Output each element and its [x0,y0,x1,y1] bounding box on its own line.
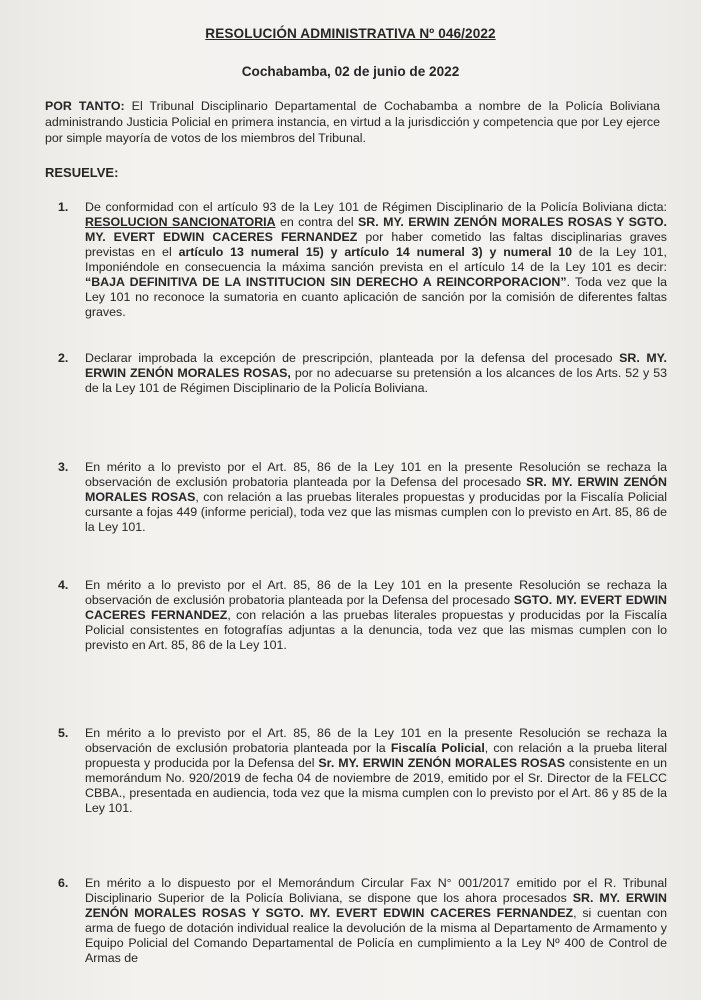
resuelve-heading: RESUELVE: [45,165,119,180]
item-bold-segment: Fiscalía Policial [390,741,485,755]
item-text-segment: , con relación a la prueba literal propuesta y producida por la Defensa del [85,741,667,770]
item-text-segment: de la Ley 101, Imponiéndole en consecuencia la máxima sanción prevista en el artículo 14 de la Ley 101 es decir: [85,245,667,274]
item-bold-segment: Sr. MY. ERWIN ZENÓN MORALES ROSAS [318,756,565,770]
item-text-segment: Declarar improbada la excepción de prescripción, planteada por la defensa del procesado [85,351,620,365]
item-bold-segment: “BAJA DEFINITIVA DE LA INSTITUCION SIN DERECHO A REINCORPORACION” [85,275,567,289]
item-text-segment: En mérito a lo previsto por el Art. 85, 86 de la Ley 101 en la presente Resolución se rechaza la observación de exclusión probatoria planteada por la [85,726,667,755]
item-text [85,876,667,966]
document-date: Cochabamba, 02 de junio de 2022 [241,64,460,79]
item-text [85,460,667,535]
item-text [85,351,667,396]
intro-lead: POR TANTO: [45,99,125,113]
item-text-segment: , con relación a las pruebas literales propuestas y producidas por la Fiscalía Policial consistentes en fotografías adjuntas a la denuncia, toda vez que las mismas cumplen con lo previsto en Art. 85, 86 de la Ley 101. [85,608,668,652]
item-number: 1. [58,200,69,214]
item-text-segment: en contra del [275,215,359,229]
item-number: 4. [58,578,69,592]
item-bold-segment: SR. MY. ERWIN ZENÓN MORALES ROSAS Y SGTO. MY. EVERT EDWIN CACERES FERNANDEZ [85,891,667,920]
document-title: RESOLUCIÓN ADMINISTRATIVA Nº 046/2022 [205,26,496,41]
item-text-segment: De conformidad con el artículo 93 de la Ley 101 de Régimen Disciplinario de la Policía Boliviana dicta: [85,200,667,214]
item-bold-segment: SGTO. MY. EVERT EDWIN CACERES FERNANDEZ [85,593,667,622]
item-bold-segment: SR. MY. ERWIN ZENÓN MORALES ROSAS, [85,351,667,380]
item-number: 2. [58,351,69,365]
item-bold-segment: SR. MY. ERWIN ZENÓN MORALES ROSAS Y SGTO. MY. EVERT EDWIN CACERES FERNANDEZ [85,215,667,244]
item-text-segment: por no adecuarse su pretensión a los alcances de los Arts. 52 y 53 de la Ley 101 de Régimen Disciplinario de la Policía Boliviana. [85,366,668,395]
item-number: 3. [58,460,69,474]
item-text-segment: En mérito a lo previsto por el Art. 85, 86 de la Ley 101 en la presente Resolución se rechaza la observación de exclusión probatoria planteada por la Defensa del procesado [85,578,667,607]
item-text-segment: En mérito a lo previsto por el Art. 85, 86 de la Ley 101 en la presente Resolución se rechaza la observación de exclusión probatoria planteada por la Defensa del procesado [85,460,667,489]
item-text [85,726,667,816]
item-text-segment: consistente en un memorándum No. 920/2019 de fecha 04 de noviembre de 2019, emitido por el Sr. Director de la FELCC CBBA., presentada en audiencia, toda vez que la misma cumplen con lo previsto por el Art. 86 y 85 de la Ley 101. [85,756,668,815]
intro-paragraph [45,98,660,146]
item-bold-segment: SR. MY. ERWIN ZENÓN MORALES ROSAS [85,475,667,504]
item-text [85,200,667,320]
intro-text: El Tribunal Disciplinario Departamental de Cochabamba a nombre de la Policía Boliviana administrando Justicia Policial en primera instancia, en virtud a la jurisdicción y competencia que por Ley ejerce por simple mayoría de votos de los miembros del Tribunal. [45,99,660,145]
item-bold-segment: artículo 13 numeral 15) y artículo 14 numeral 3) y numeral 10 [178,245,573,259]
item-text-segment: En mérito a lo dispuesto por el Memorándum Circular Fax N° 001/2017 emitido por el R. Tribunal Disciplinario Superior de la Policía Boliviana, se dispone que los ahora procesados [85,876,667,905]
item-text-segment: , con relación a las pruebas literales propuestas y producidas por la Fiscalía Policial cursante a fojas 449 (informe pericial), toda vez que las mismas cumplen con lo previsto en Art. 85, 86 de la Ley 101. [85,490,667,534]
item-number: 6. [58,876,69,890]
item-bold-segment: RESOLUCION SANCIONATORIA [85,215,276,229]
item-text-segment: . Toda vez que la Ley 101 no reconoce la sumatoria en cuanto aplicación de sanción por la comisión de diferentes faltas graves. [85,275,667,319]
item-number: 5. [58,726,69,740]
item-text-segment: , si cuentan con arma de fuego de dotación individual realice la devolución de la misma al Departamento de Armamento y Equipo Policial del Comando Departamental de Policía en cumplimiento a la Ley Nº 400 de Control de Armas de [85,906,667,965]
item-text [85,578,667,653]
item-text-segment: por haber cometido las faltas disciplinarias graves previstas en el [85,230,667,259]
